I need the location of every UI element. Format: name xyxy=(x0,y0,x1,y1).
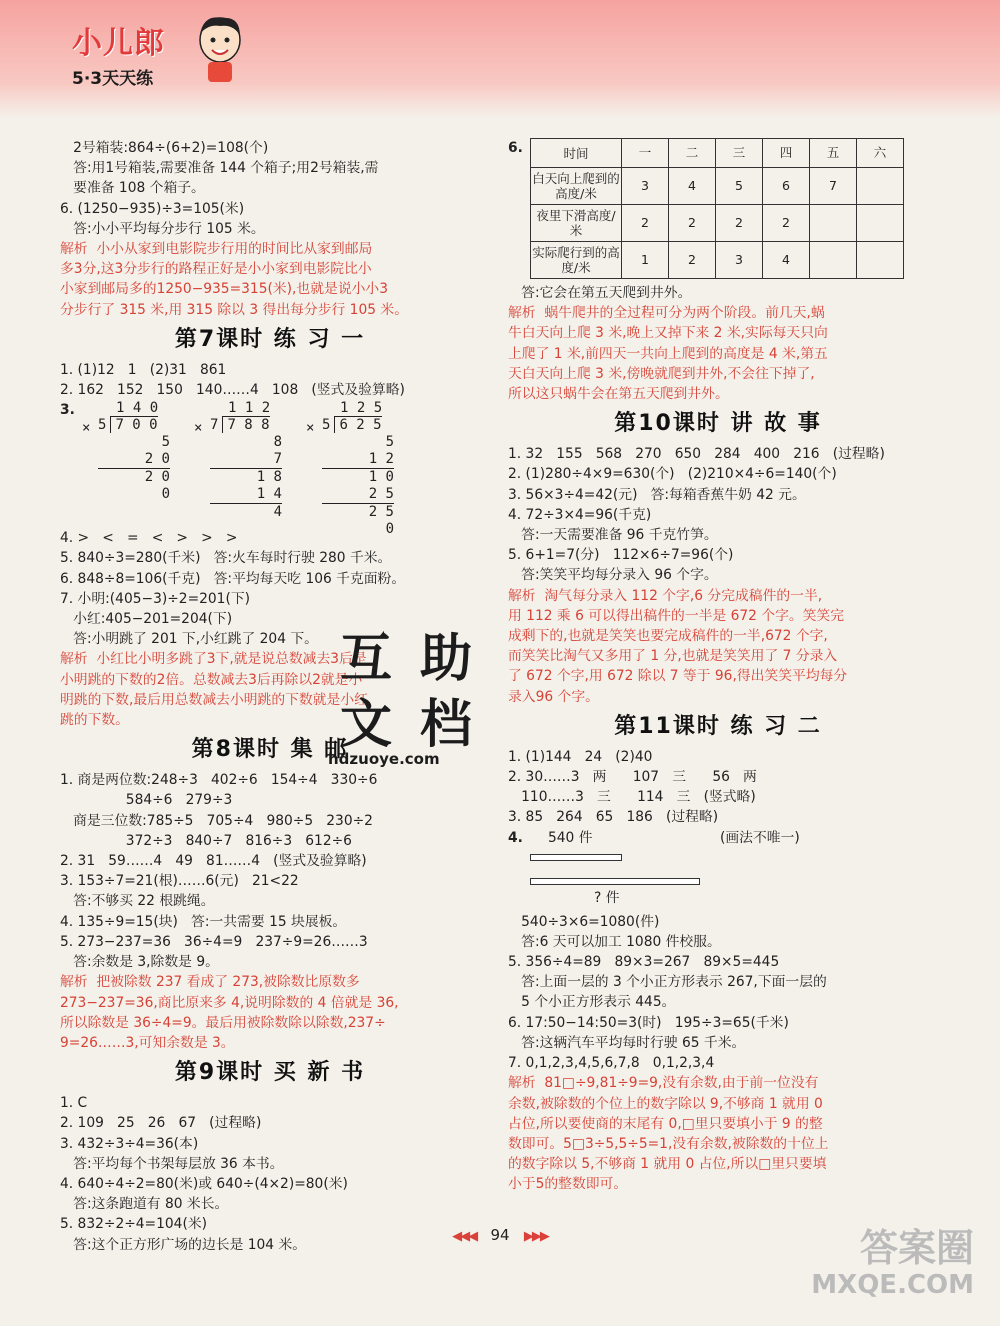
lesson-heading: 第11课时 练 习 二 xyxy=(614,713,822,739)
answer-line: 1. 商是两位数:248÷3 402÷6 154÷4 330÷6 xyxy=(60,772,378,789)
analysis-line: 小明跳的下数的2倍。总数减去3后再除以2就是小 xyxy=(60,671,363,688)
answer-line: 3. 56×3÷4=42(元) 答:每箱香蕉牛奶 42 元。 xyxy=(508,486,806,503)
lesson-heading: 第9课时 买 新 书 xyxy=(174,1060,366,1086)
division-step: 1 4 xyxy=(210,486,282,504)
analysis-line: 解析 81□÷9,81÷9=9,没有余数,由于前一位没有 xyxy=(508,1075,819,1092)
answer-line: 2. 31 59……4 49 81……4 (竖式及验算略) xyxy=(60,853,367,870)
answer-line: 6. 848÷8=106(千克) 答:平均每天吃 106 千克面粉。 xyxy=(60,570,406,587)
analysis-line: 上爬了 1 米,前四天一共向上爬到的高度是 4 米,第五 xyxy=(508,345,828,362)
analysis-line: 录入96 个字。 xyxy=(508,688,599,705)
table-row xyxy=(531,242,904,279)
answer-line: 答:不够买 22 根跳绳。 xyxy=(60,893,215,910)
division-step: 0 xyxy=(161,486,170,503)
brand-logo xyxy=(72,18,165,89)
question-number: 4. xyxy=(508,829,523,846)
watermark-char: 助 xyxy=(420,629,473,689)
table-cell: 7 xyxy=(810,168,857,205)
division-step: 4 xyxy=(273,504,282,521)
answer-line: 答:用1号箱装,需要准备 144 个箱子;用2号箱装,需 xyxy=(60,160,379,177)
watermark-char: 文 xyxy=(340,695,393,755)
analysis-line: 解析 小红比小明多跳了3下,就是说总数减去3后是 xyxy=(60,651,367,668)
table-cell: 3 xyxy=(716,242,763,279)
table-cell: 2 xyxy=(622,205,669,242)
answer-line: 584÷6 279÷3 xyxy=(60,792,233,809)
answer-line: 5. 840÷3=280(千米) 答:火车每时行驶 280 千米。 xyxy=(60,550,392,567)
table-header-cell: 四 xyxy=(763,139,810,168)
division-step: 1 0 xyxy=(368,469,394,486)
answer-line: 答:小小平均每分步行 105 米。 xyxy=(60,220,265,237)
table-cell xyxy=(810,242,857,279)
table-cell: 2 xyxy=(669,242,716,279)
answer-line: 答:它会在第五天爬到井外。 xyxy=(508,285,692,301)
analysis-line: 用 112 乘 6 可以得出稿件的一半是 672 个字。笑笑完 xyxy=(508,607,845,624)
next-arrows: ▶▶▶ xyxy=(523,1229,548,1244)
answer-line: 110……3 三 114 三 (竖式略) xyxy=(508,789,756,806)
question-number: 6. xyxy=(508,140,523,156)
answer-line: 1. (1)12 1 (2)31 861 xyxy=(60,361,227,378)
table-row xyxy=(531,205,904,242)
answer-line: 1. C xyxy=(60,1095,88,1112)
analysis-line: 解析 小小从家到电影院步行用的时间比从家到邮局 xyxy=(60,241,373,258)
analysis-line: 小于5的整数即可。 xyxy=(508,1176,628,1193)
page-number: 94 xyxy=(490,1226,510,1244)
answer-line: 2. 109 25 26 67 (过程略) xyxy=(60,1115,262,1132)
division-step: 2 5 xyxy=(322,486,394,504)
table-row xyxy=(531,168,904,205)
table-header-cell: 二 xyxy=(669,139,716,168)
table-cell: 3 xyxy=(622,168,669,205)
division-step: 1 2 xyxy=(322,451,394,469)
answer-line: 答:平均每个书架每层放 36 本书。 xyxy=(60,1155,284,1172)
diagram-note: (画法不唯一) xyxy=(720,829,800,846)
snail-table xyxy=(530,138,904,279)
answer-line: 4. 72÷3×4=96(千克) xyxy=(508,506,652,523)
answer-line: 3. 85 264 65 186 (过程略) xyxy=(508,809,719,826)
analysis-line: 数即可。5□3÷5,5÷5=1,没有余数,被除数的十位上 xyxy=(508,1135,829,1152)
division-step: 2 0 xyxy=(98,451,170,469)
division-step: 5 xyxy=(385,434,394,451)
table-cell xyxy=(857,242,904,279)
answer-line: 2. (1)280÷4×9=630(个) (2)210×4÷6=140(个) xyxy=(508,466,837,483)
dividend: 7 8 8 xyxy=(222,416,269,433)
quotient: 1 1 2 xyxy=(228,400,271,417)
question-number: 3. xyxy=(60,402,75,419)
analysis-line: 占位,所以要使商的末尾有 0,□里只要填小于 9 的整 xyxy=(508,1115,823,1132)
table-cell: 6 xyxy=(763,168,810,205)
quotient: 1 4 0 xyxy=(116,400,159,417)
corner-watermark: 答案圈 xyxy=(859,1226,974,1270)
answer-line: 1. (1)144 24 (2)40 xyxy=(508,748,653,765)
answer-line: 5 个小正方形表示 445。 xyxy=(508,994,676,1011)
table-cell: 1 xyxy=(622,242,669,279)
analysis-line: 而笑笑比淘气又多用了 1 分,也就是笑笑用了 7 分录入 xyxy=(508,648,838,665)
table-cell: 夜里下滑高度/米 xyxy=(531,205,622,242)
division-step: 2 0 xyxy=(144,469,170,486)
division-step: 5 xyxy=(161,434,170,451)
analysis-line: 跳的下数。 xyxy=(60,712,129,729)
answer-line: 答:小明跳了 201 下,小红跳了 204 下。 xyxy=(60,631,318,648)
answer-line: 4. 640÷4÷2=80(米)或 640÷(4×2)=80(米) xyxy=(60,1175,348,1192)
brand-subtitle: 5·3天天练 xyxy=(72,69,154,89)
answer-line: 7. 0,1,2,3,4,5,6,7,8 0,1,2,3,4 xyxy=(508,1055,715,1072)
quotient: 1 2 5 xyxy=(340,400,383,417)
analysis-line: 多3分,这3分步行的路程正好是小小家到电影院比小 xyxy=(60,261,372,278)
right-column xyxy=(508,138,928,1195)
analysis-line: 成剩下的,也就是笑笑也要完成稿件的一半,672 个字, xyxy=(508,628,828,645)
answer-line: 3. 432÷3÷4=36(本) xyxy=(60,1135,199,1152)
table-header-cell: 一 xyxy=(622,139,669,168)
multiply-sign: × xyxy=(306,420,315,437)
answer-line: 小红:405−201=204(下) xyxy=(60,611,233,628)
analysis-line: 所以这只蜗牛会在第五天爬到井外。 xyxy=(508,386,729,403)
answer-line: 1. 32 155 568 270 650 284 400 216 (过程略) xyxy=(508,446,885,463)
lesson-heading: 第8课时 集 邮 xyxy=(191,737,349,763)
answer-line: 答:这辆汽车平均每时行驶 65 千米。 xyxy=(508,1034,746,1051)
brand-title: 小儿郎 xyxy=(72,26,165,61)
answer-line: 5. 273−237=36 36÷4=9 237÷9=26……3 xyxy=(60,933,368,950)
answer-line: 要准备 108 个箱子。 xyxy=(60,180,205,197)
table-cell: 4 xyxy=(669,168,716,205)
answer-line: 2. 162 152 150 140……4 108 (竖式及验算略) xyxy=(60,382,405,399)
table-cell: 2 xyxy=(716,205,763,242)
division-step: 0 xyxy=(385,521,394,538)
corner-watermark-url: MXQE.COM xyxy=(811,1270,974,1300)
table-header-cell: 三 xyxy=(716,139,763,168)
answer-line: 5. 832÷2÷4=104(米) xyxy=(60,1216,208,1233)
multiply-sign: × xyxy=(82,420,91,437)
analysis-line: 解析 蜗牛爬井的全过程可分为两个阶段。前几天,蜗 xyxy=(508,305,825,322)
answer-line: 3. 153÷7=21(根)……6(元) 21<22 xyxy=(60,873,299,890)
lesson-heading: 第7课时 练 习 一 xyxy=(174,326,366,352)
answer-line: 答:上面一层的 3 个小正方形表示 267,下面一层的 xyxy=(508,974,827,991)
watermark-char: 互 xyxy=(340,629,393,689)
answer-line: 6. 17:50−14:50=3(时) 195÷3=65(千米) xyxy=(508,1014,789,1031)
long-division-group xyxy=(60,400,480,538)
analysis-line: 牛白天向上爬 3 米,晚上又掉下来 2 米,实际每天只向 xyxy=(508,325,828,342)
diagram-bottom-label: ? 件 xyxy=(594,889,620,906)
diagram-top-label: 540 件 xyxy=(548,829,593,846)
page-footer xyxy=(0,1226,1000,1244)
analysis-line: 的数字除以 5,不够商 1 就用 0 占位,所以□里只要填 xyxy=(508,1156,827,1173)
top-bar xyxy=(530,854,622,861)
table-cell xyxy=(857,205,904,242)
division-step: 7 xyxy=(210,451,282,469)
lesson-heading: 第10课时 讲 故 事 xyxy=(614,411,822,437)
answer-line: 答:这条跑道有 80 米长。 xyxy=(60,1196,229,1213)
answer-line: 2. 30……3 两 107 三 56 两 xyxy=(508,769,757,786)
analysis-line: 了 672 个字,用 672 除以 7 等于 96,得出笑笑平均每分 xyxy=(508,668,848,685)
analysis-line: 余数,被除数的个位上的数字除以 9,不够商 1 就用 0 xyxy=(508,1095,823,1112)
answer-line: 商是三位数:785÷5 705÷4 980÷5 230÷2 xyxy=(60,812,373,829)
answer-line: 答:笑笑平均每分录入 96 个字。 xyxy=(508,567,718,584)
divisor: 5 xyxy=(322,417,331,434)
divisor: 7 xyxy=(210,417,219,434)
table-cell: 白天向上爬到的高度/米 xyxy=(531,168,622,205)
dividend: 7 0 0 xyxy=(110,416,157,433)
answer-line: 7. 小明:(405−3)÷2=201(下) xyxy=(60,590,251,607)
watermark-char: 档 xyxy=(420,695,473,755)
analysis-line: 明跳的下数,最后用总数减去小明跳的下数就是小红 xyxy=(60,691,368,708)
division-step: 1 8 xyxy=(256,469,282,486)
answer-line: 答:余数是 3,除数是 9。 xyxy=(60,954,219,971)
table-header-cell: 时间 xyxy=(531,139,622,168)
table-cell: 2 xyxy=(763,205,810,242)
answer-line: 540÷3×6=1080(件) xyxy=(508,913,660,930)
analysis-line: 所以除数是 36÷4=9。最后用被除数除以除数,237÷ xyxy=(60,1014,386,1031)
analysis-line: 天白天向上爬 3 米,傍晚就爬到井外,不会往下掉了, xyxy=(508,365,815,382)
prev-arrows: ◀◀◀ xyxy=(452,1229,477,1244)
answer-line: 6. (1250−935)÷3=105(米) xyxy=(60,200,245,217)
watermark-url: hdzuoye.com xyxy=(328,750,440,768)
answer-line: 4. 135÷9=15(块) 答:一共需要 15 块展板。 xyxy=(60,913,347,930)
analysis-line: 分步行了 315 米,用 315 除以 3 得出每分步行 105 米。 xyxy=(60,301,408,318)
answer-line: 5. 356÷4=89 89×3=267 89×5=445 xyxy=(508,954,780,971)
answer-line: 4. > < = < > > > xyxy=(60,530,238,547)
table-cell: 实际爬行到的高度/米 xyxy=(531,242,622,279)
divisor: 5 xyxy=(98,417,107,434)
answer-line: 2号箱装:864÷(6+2)=108(个) xyxy=(60,140,269,156)
multiply-sign: × xyxy=(194,420,203,437)
table-cell: 5 xyxy=(716,168,763,205)
answer-line: 答:6 天可以加工 1080 件校服。 xyxy=(508,933,721,950)
segment-diagram xyxy=(508,828,928,912)
analysis-line: 解析 把被除数 237 看成了 273,被除数比原数多 xyxy=(60,974,360,991)
analysis-line: 9=26……3,可知余数是 3。 xyxy=(60,1034,235,1051)
analysis-line: 解析 淘气每分录入 112 个字,6 分完成稿件的一半, xyxy=(508,587,823,604)
answer-line: 答:这个正方形广场的边长是 104 米。 xyxy=(60,1236,307,1253)
table-cell xyxy=(857,168,904,205)
answer-line: 5. 6+1=7(分) 112×6÷7=96(个) xyxy=(508,547,734,564)
table-header-cell: 五 xyxy=(810,139,857,168)
mascot-icon xyxy=(190,12,250,84)
answer-line: 答:一天需要准备 96 千克竹笋。 xyxy=(508,527,718,544)
division-step: 8 xyxy=(273,434,282,451)
answer-line: 372÷3 840÷7 816÷3 612÷6 xyxy=(60,832,352,849)
table-cell: 4 xyxy=(763,242,810,279)
bottom-bar xyxy=(530,878,700,885)
dividend: 6 2 5 xyxy=(334,416,381,433)
analysis-line: 小家到邮局多的1250−935=315(米),也就是说小小3 xyxy=(60,281,388,298)
watermark-stamp xyxy=(300,612,520,778)
table-cell: 2 xyxy=(669,205,716,242)
division-step: 2 5 xyxy=(368,504,394,521)
table-cell xyxy=(810,205,857,242)
table-header-cell: 六 xyxy=(857,139,904,168)
analysis-line: 273−237=36,商比原来多 4,说明除数的 4 倍就是 36, xyxy=(60,994,399,1011)
